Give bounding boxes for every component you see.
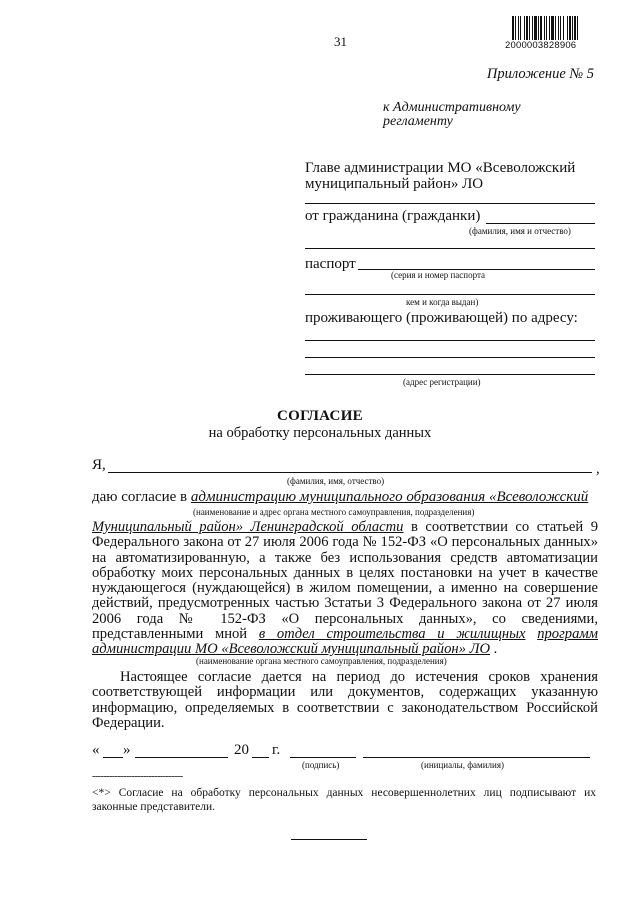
barcode-bar <box>569 16 571 40</box>
appendix-line1: к Административному <box>383 100 521 115</box>
fullname-field[interactable] <box>108 472 592 473</box>
barcode-bar <box>555 16 556 40</box>
barcode-bar <box>540 16 542 40</box>
day-field[interactable] <box>103 757 123 758</box>
barcode-bar <box>544 16 545 40</box>
barcode-bar <box>515 16 516 40</box>
consent-paragraph <box>92 520 598 658</box>
barcode-bar <box>512 16 514 40</box>
validity-paragraph: Настоящее согласие дается на период до истечения сроков хранения соответствующей информации или документов, содержащих указанную информацию, определяемых в соответствии с законодательством Российской Федерации. <box>92 669 598 731</box>
year-suffix: г. <box>272 742 281 758</box>
ya-label: Я, <box>92 457 106 473</box>
org-name-part2: Муниципальный район» Ленинградской области <box>92 519 404 535</box>
barcode-bar <box>551 16 554 40</box>
name-initials-field[interactable] <box>363 757 590 758</box>
consent-prefix: даю согласие в <box>92 489 188 505</box>
barcode-bar <box>524 16 525 40</box>
signature-field[interactable] <box>290 757 356 758</box>
residing-label: проживающего (проживающей) по адресу: <box>305 310 578 326</box>
barcode-bar <box>518 16 519 40</box>
issued-field[interactable] <box>305 294 595 295</box>
consent-line1 <box>92 490 588 505</box>
dept-name-part1: в отдел строительства и жилищных <box>258 626 526 643</box>
passport-caption: (серия и номер паспорта <box>391 270 485 280</box>
address-caption: (адрес регистрации) <box>403 377 481 387</box>
address-field-2[interactable] <box>305 357 595 358</box>
from-field-2[interactable] <box>305 248 595 249</box>
barcode <box>512 16 598 40</box>
passport-label: паспорт <box>305 256 356 272</box>
barcode-bar <box>526 16 528 40</box>
barcode-bar <box>549 16 550 40</box>
document-title: СОГЛАСИЕ <box>277 408 363 424</box>
org-caption: (наименование и адрес органа местного самоуправления, подразделения) <box>193 507 475 517</box>
year-prefix: 20 <box>234 742 249 758</box>
year-field[interactable] <box>252 757 269 758</box>
barcode-bar <box>534 16 537 40</box>
sign-caption: (подпись) <box>302 760 340 770</box>
footnote-separator: -------------------------------- <box>92 771 183 782</box>
barcode-bar <box>563 16 564 40</box>
ya-comma: , <box>596 461 600 477</box>
ya-caption: (фамилия, имя, отчество) <box>287 476 385 486</box>
consent-text: в соответствии со статьей 9 Федерального закона от 27 июля 2006 года № 152-ФЗ «О персональных данных» на автоматизированную, а также без использования средств автоматизации обработку моих персональных данных в целях постановки на учет в качестве нуждающегося (нуждающейся) в жилом помещении, а именно на совершение действий, предусмотренных частью 3статьи 3 Федерального закона от 27 июля 2006 года № 152-ФЗ «О персональных данных», со сведениями, представленными мной <box>92 519 598 643</box>
barcode-bar <box>529 16 530 40</box>
barcode-bars <box>512 16 598 40</box>
dept-name-part2: программ администрации МО «Всеволожский муниципальный район» ЛО <box>92 626 598 658</box>
address-field-1[interactable] <box>305 340 595 341</box>
document-subtitle: на обработку персональных данных <box>208 425 432 441</box>
barcode-bar <box>577 16 578 40</box>
barcode-bar <box>572 16 573 40</box>
addressee-line2: муниципальный район» ЛО <box>305 176 484 192</box>
month-field[interactable] <box>135 757 228 758</box>
open-quote: « <box>92 742 100 758</box>
footnote-text: <*> Согласие на обработку персональных данных несовершеннолетних лиц подписывают их законные представители. <box>92 787 596 813</box>
org-name-part1: администрацию муниципального образования «Всеволожский <box>190 489 589 505</box>
barcode-bar <box>520 16 521 40</box>
address-field-3[interactable] <box>305 374 595 375</box>
appendix-title: Приложение № 5 <box>486 66 594 82</box>
appendix-line2: регламенту <box>383 114 453 129</box>
close-quote: » <box>123 742 131 758</box>
barcode-bar <box>567 16 568 40</box>
addressee-line1: Главе администрации МО «Всеволожский <box>305 160 576 176</box>
page-number: 31 <box>334 34 347 49</box>
dept-caption: (наименование органа местного самоуправления, подразделения) <box>196 656 447 666</box>
from-field[interactable] <box>486 223 595 224</box>
barcode-bar <box>538 16 539 40</box>
name-caption: (инициалы, фамилия) <box>421 760 504 770</box>
from-caption: (фамилия, имя и отчество) <box>469 226 571 236</box>
barcode-bar <box>574 16 576 40</box>
barcode-bar <box>558 16 559 40</box>
bottom-divider <box>291 839 367 840</box>
barcode-number: 2000003828906 <box>505 40 577 51</box>
issued-caption: кем и когда выдан) <box>406 297 479 307</box>
dept-end: . <box>490 641 498 658</box>
barcode-bar <box>560 16 561 40</box>
from-label: от гражданина (гражданки) <box>305 208 481 224</box>
addressee-line-blank <box>305 203 595 204</box>
barcode-bar <box>546 16 547 40</box>
barcode-bar <box>532 16 533 40</box>
